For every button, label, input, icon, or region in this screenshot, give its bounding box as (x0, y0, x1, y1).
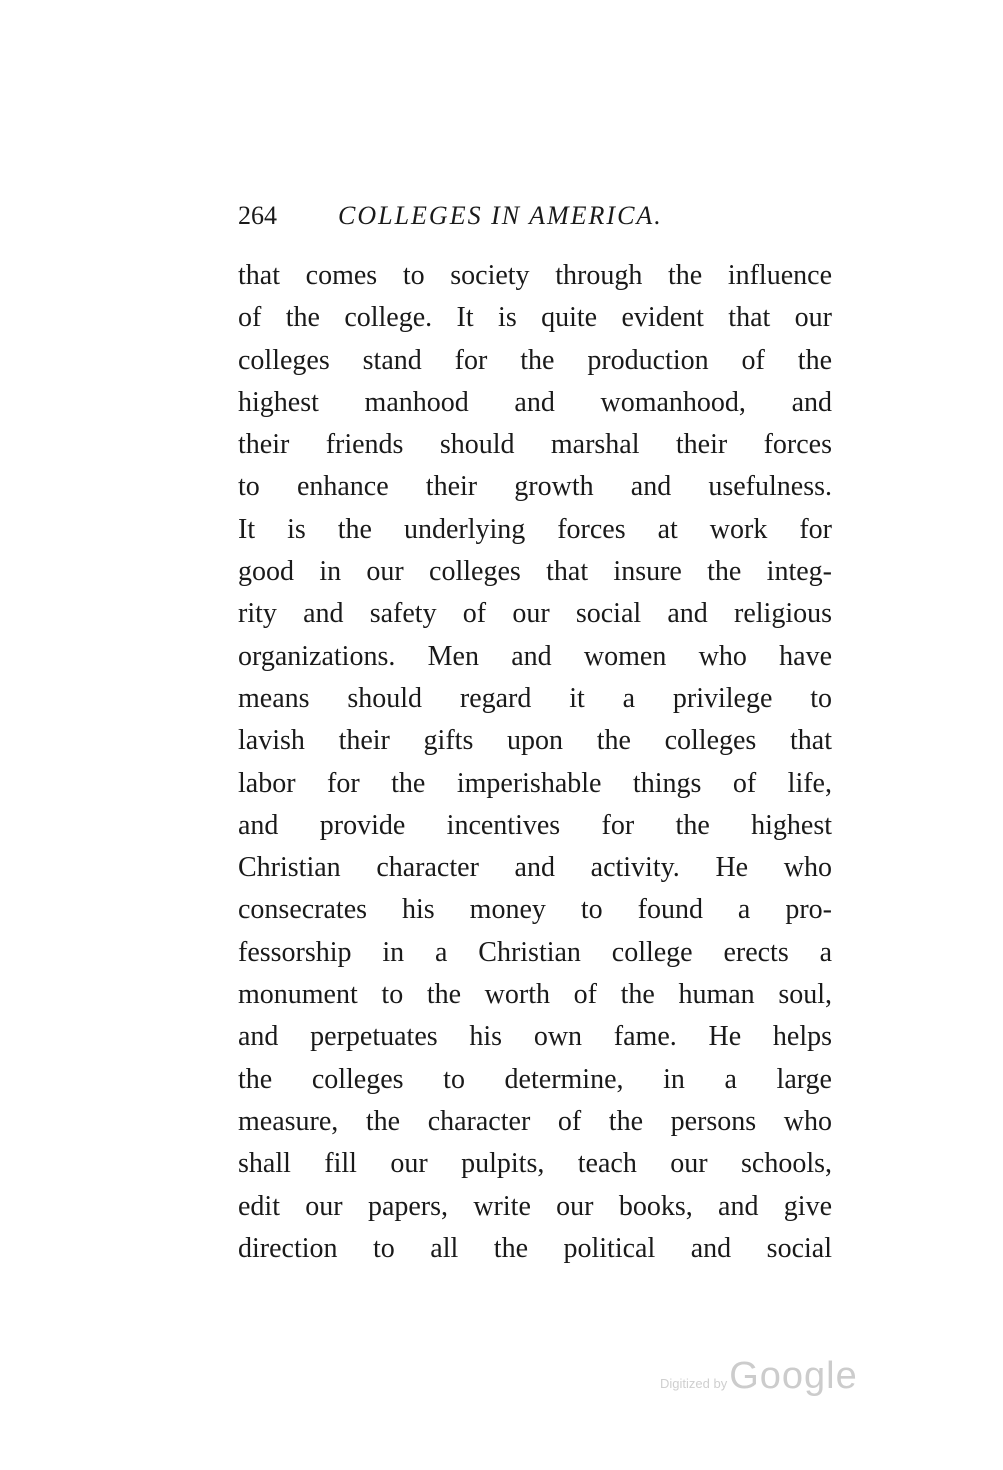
text-line: edit our papers, write our books, and give (238, 1190, 832, 1222)
text-line: colleges stand for the production of the (238, 344, 832, 376)
text-line: measure, the character of the persons who (238, 1105, 832, 1137)
text-line: shall fill our pulpits, teach our schools, (238, 1148, 832, 1180)
text-line: the colleges to determine, in a large (238, 1063, 832, 1095)
text-line: Christian character and activity. He who (238, 852, 832, 884)
text-line: highest manhood and womanhood, and (238, 386, 832, 418)
text-line: It is the underlying forces at work for (238, 513, 832, 545)
text-line: organizations. Men and women who have (238, 640, 832, 672)
text-line: fessorship in a Christian college erects a (238, 936, 832, 968)
page-number: 264 (238, 201, 277, 230)
text-line: and perpetuates his own fame. He helps (238, 1021, 832, 1053)
text-line: direction to all the political and social (238, 1232, 832, 1264)
running-title: COLLEGES IN AMERICA. (338, 201, 663, 230)
text-line: their friends should marshal their forces (238, 429, 832, 461)
text-line: rity and safety of our social and religious (238, 598, 832, 630)
text-line: lavish their gifts upon the colleges that (238, 725, 832, 757)
text-line: and provide incentives for the highest (238, 809, 832, 841)
watermark-prefix: Digitized by (660, 1376, 728, 1391)
google-logo: Google (729, 1355, 858, 1397)
digitized-by-google-watermark (660, 1355, 858, 1405)
running-head (238, 196, 838, 236)
text-line: to enhance their growth and usefulness. (238, 471, 832, 503)
text-line: labor for the imperishable things of life, (238, 767, 832, 799)
text-line: means should regard it a privilege to (238, 682, 832, 714)
text-line: monument to the worth of the human soul, (238, 979, 832, 1011)
text-line: consecrates his money to found a pro- (238, 894, 832, 926)
text-line: good in our colleges that insure the integ- (238, 556, 832, 588)
text-line: that comes to society through the influence (238, 260, 832, 291)
text-line: of the college. It is quite evident that our (238, 302, 832, 334)
body-text (238, 255, 832, 1270)
